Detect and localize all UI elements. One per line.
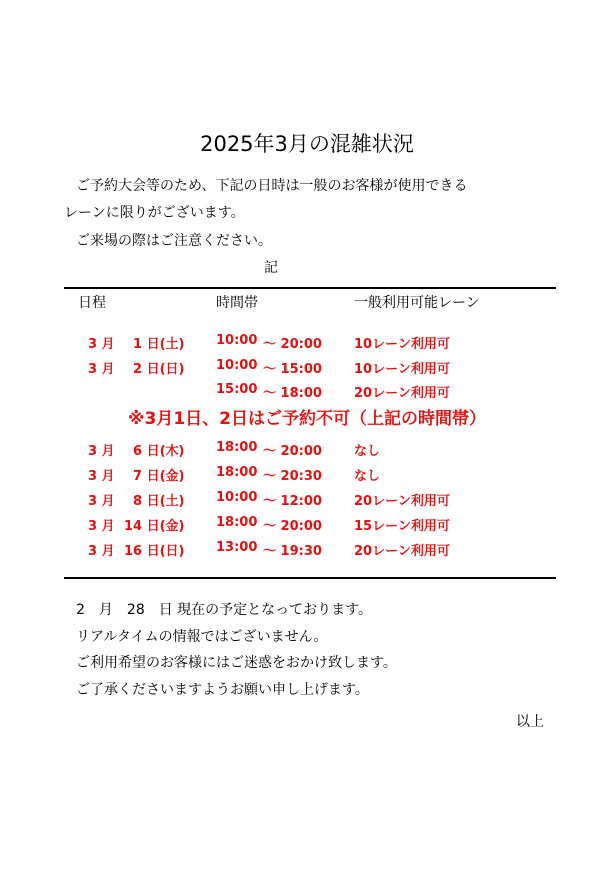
footer-line-1: 2 月 28 日 現在の予定となっております。 (76, 602, 373, 618)
row-end: ～ 19:30 (263, 544, 322, 559)
row-start: 13:00 (216, 540, 258, 555)
row-month: 3 月 (88, 469, 115, 484)
row-lanes: 20レーン利用可 (354, 494, 450, 509)
row-end: ～ 15:00 (263, 362, 322, 377)
row-lanes: なし (354, 444, 381, 459)
row-day: 16 日(日) (124, 544, 185, 559)
row-end: ～ 20:30 (263, 469, 322, 484)
footer-line-4: ご了承くださいますようお願い申し上げます。 (76, 682, 369, 698)
page-title: 2025年3月の混雑状況 (200, 132, 414, 156)
table-bottom-rule (64, 577, 556, 579)
row-start: 10:00 (216, 333, 258, 348)
row-lanes: 20レーン利用可 (354, 544, 450, 559)
row-lanes: 10レーン利用可 (354, 362, 450, 377)
closing-text: 以上 (516, 714, 544, 730)
row-lanes: なし (354, 469, 381, 484)
row-start: 10:00 (216, 358, 258, 373)
row-month: 3 月 (88, 494, 115, 509)
header-schedule: 日程 (78, 295, 106, 311)
footer-line-2: リアルタイムの情報ではございません。 (76, 629, 328, 645)
row-end: ～ 20:00 (263, 519, 322, 534)
row-month: 3 月 (88, 444, 115, 459)
row-end: ～ 18:00 (263, 386, 322, 401)
row-month: 3 月 (88, 337, 115, 352)
row-day: 14 日(金) (124, 519, 185, 534)
row-day: 6 日(木) (133, 444, 185, 459)
row-start: 18:00 (216, 465, 258, 480)
row-start: 18:00 (216, 515, 258, 530)
table-top-rule (64, 287, 556, 289)
row-start: 10:00 (216, 490, 258, 505)
row-end: ～ 12:00 (263, 494, 322, 509)
row-lanes: 10レーン利用可 (354, 337, 450, 352)
row-start: 15:00 (216, 382, 258, 397)
row-day: 1 日(土) (133, 337, 185, 352)
intro-line-2: レーンに限りがございます。 (64, 205, 245, 221)
row-lanes: 20レーン利用可 (354, 386, 450, 401)
header-time: 時間帯 (216, 295, 258, 311)
row-end: ～ 20:00 (263, 337, 322, 352)
row-day: 7 日(金) (133, 469, 185, 484)
row-end: ～ 20:00 (263, 444, 322, 459)
reservation-notice: ※3月1日、2日はご予約不可（上記の時間帯） (127, 409, 486, 429)
row-month: 3 月 (88, 519, 115, 534)
footer-line-3: ご利用希望のお客様にはご迷惑をおかけ致します。 (76, 655, 397, 671)
row-month: 3 月 (88, 544, 115, 559)
row-day: 2 日(日) (133, 362, 185, 377)
row-lanes: 15レーン利用可 (354, 519, 450, 534)
header-lanes: 一般利用可能レーン (354, 295, 480, 311)
intro-line-3: ご来場の際はご注意ください。 (76, 233, 272, 249)
row-month: 3 月 (88, 362, 115, 377)
ki-label: 記 (264, 260, 278, 276)
row-start: 18:00 (216, 440, 258, 455)
row-day: 8 日(土) (133, 494, 185, 509)
intro-line-1: ご予約大会等のため、下記の日時は一般のお客様が使用できる (76, 178, 468, 194)
